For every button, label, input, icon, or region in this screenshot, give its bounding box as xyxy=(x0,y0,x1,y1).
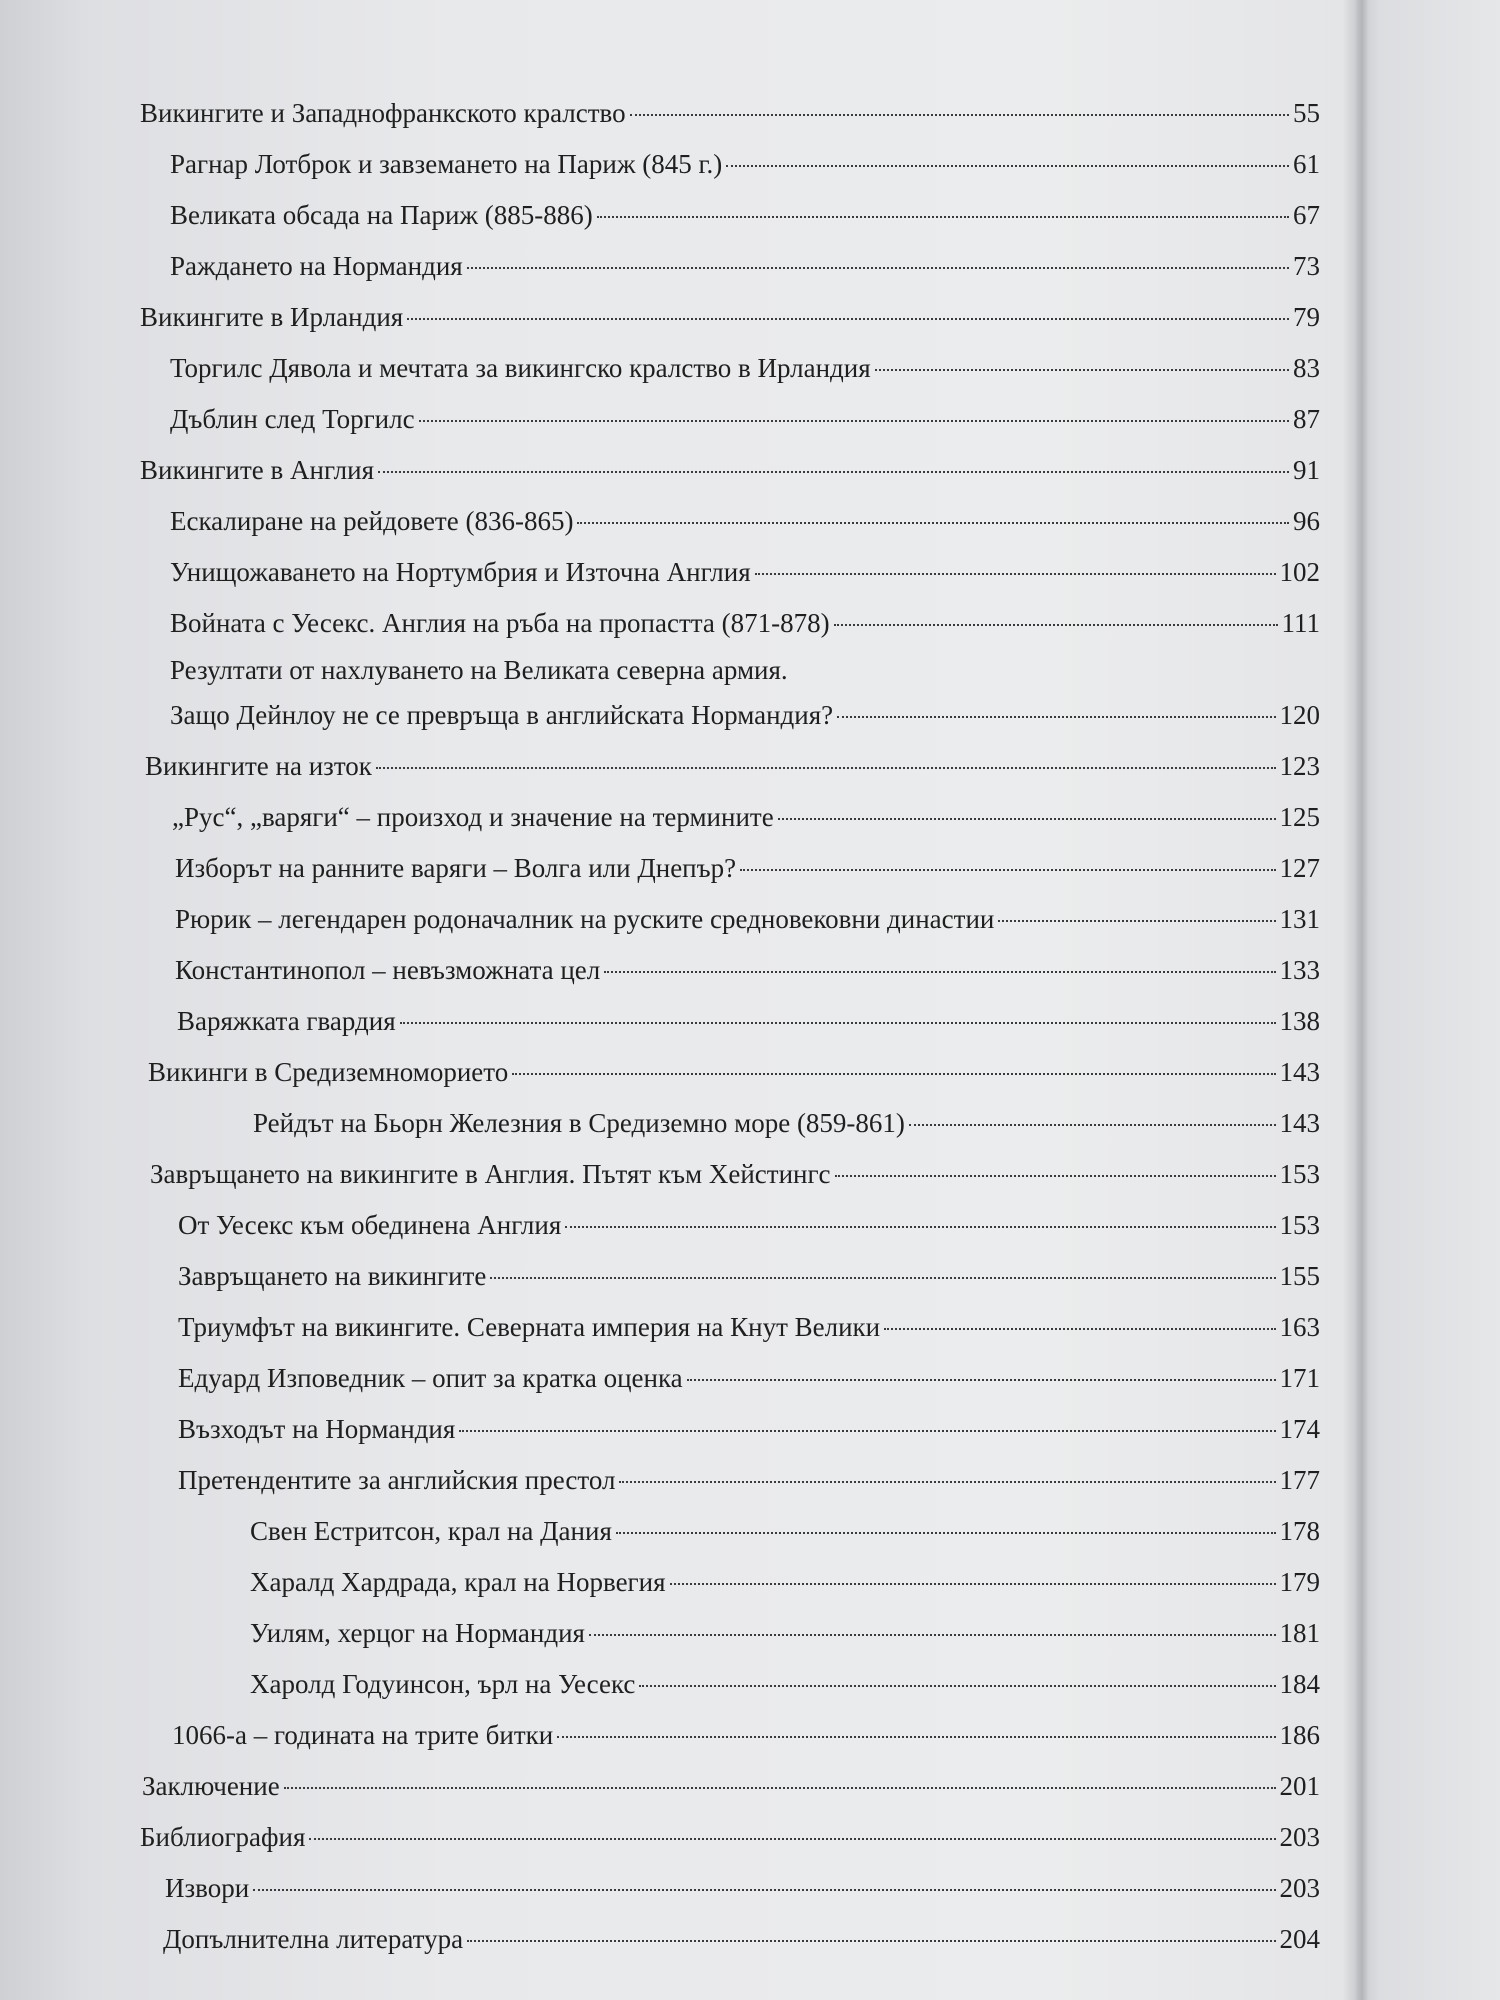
toc-page-number: 83 xyxy=(1293,353,1320,383)
toc-page-number: 67 xyxy=(1293,200,1320,230)
toc-entry xyxy=(250,1514,1320,1548)
toc-entry xyxy=(172,1718,1320,1752)
toc-page-number: 177 xyxy=(1279,1465,1320,1495)
toc-dot-leader xyxy=(670,1583,1276,1585)
toc-entry xyxy=(170,504,1320,538)
toc-dot-leader xyxy=(459,1430,1275,1432)
toc-entry xyxy=(178,1463,1320,1497)
toc-entry xyxy=(140,1820,1320,1854)
toc-entry xyxy=(175,851,1320,885)
toc-dot-leader xyxy=(834,624,1278,626)
toc-entry-title: Защо Дейнлоу не се превръща в английската Нормандия? xyxy=(170,700,834,730)
toc-dot-leader xyxy=(565,1226,1275,1228)
toc-page-number: 61 xyxy=(1293,149,1320,179)
toc-entry xyxy=(170,351,1320,385)
toc-entry xyxy=(142,1769,1320,1803)
toc-page-number: 111 xyxy=(1281,608,1320,638)
toc-entry-title: Допълнителна литература xyxy=(163,1924,464,1954)
toc-dot-leader xyxy=(616,1532,1276,1534)
toc-dot-leader xyxy=(309,1838,1275,1840)
toc-dot-leader xyxy=(378,471,1289,473)
toc-entry xyxy=(140,300,1320,334)
toc-dot-leader xyxy=(597,216,1289,218)
toc-entry-title: Ескалиране на рейдовете (836-865) xyxy=(170,506,574,536)
toc-entry-title: Харолд Годуинсон, ърл на Уесекс xyxy=(250,1669,636,1699)
toc-entry-title: Едуард Изповедник – опит за кратка оценка xyxy=(178,1363,683,1393)
toc-entry xyxy=(170,198,1320,232)
toc-entry-title: Свен Естритсон, крал на Дания xyxy=(250,1516,612,1546)
toc-dot-leader xyxy=(687,1379,1276,1381)
toc-dot-leader xyxy=(400,1022,1276,1024)
toc-page-number: 55 xyxy=(1293,98,1320,128)
toc-entry xyxy=(178,1208,1320,1242)
toc-page-number: 155 xyxy=(1279,1261,1320,1291)
toc-page-number: 186 xyxy=(1279,1720,1320,1750)
toc-dot-leader xyxy=(467,1940,1275,1942)
toc-entry xyxy=(253,1106,1320,1140)
toc-entry xyxy=(178,1310,1320,1344)
toc-entry-title: Раждането на Нормандия xyxy=(170,251,463,281)
toc-dot-leader xyxy=(755,573,1276,575)
toc-entry xyxy=(175,953,1320,987)
toc-entry-title: Извори xyxy=(165,1873,250,1903)
toc-page-number: 163 xyxy=(1279,1312,1320,1342)
toc-page-number: 73 xyxy=(1293,251,1320,281)
toc-entry-title: Варяжката гвардия xyxy=(177,1006,396,1036)
toc-dot-leader xyxy=(835,1175,1276,1177)
toc-entry xyxy=(170,698,1320,732)
toc-dot-leader xyxy=(884,1328,1275,1330)
toc-entry xyxy=(148,1055,1320,1089)
toc-page-number: 131 xyxy=(1279,904,1320,934)
toc-entry-title: Викинги в Средиземноморието xyxy=(148,1057,509,1087)
toc-entry xyxy=(163,1922,1320,1956)
toc-dot-leader xyxy=(604,971,1275,973)
toc-page-number: 138 xyxy=(1279,1006,1320,1036)
toc-page-number: 204 xyxy=(1279,1924,1320,1954)
toc-page-number: 102 xyxy=(1279,557,1320,587)
toc-page-number: 171 xyxy=(1279,1363,1320,1393)
toc-entry-title: Претендентите за английския престол xyxy=(178,1465,616,1495)
toc-page-number: 123 xyxy=(1279,751,1320,781)
toc-entry-title: Великата обсада на Париж (885-886) xyxy=(170,200,593,230)
toc-dot-leader xyxy=(630,114,1289,116)
toc-entry xyxy=(178,1259,1320,1293)
toc-entry xyxy=(177,1004,1320,1038)
toc-dot-leader xyxy=(467,267,1289,269)
toc-entry-title: Викингите в Ирландия xyxy=(140,302,404,332)
toc-dot-leader xyxy=(490,1277,1275,1279)
toc-page-number: 125 xyxy=(1279,802,1320,832)
toc-entry-title: Торгилс Дявола и мечтата за викингско кралство в Ирландия xyxy=(170,353,871,383)
toc-entry-title: Възходът на Нормандия xyxy=(178,1414,456,1444)
toc-dot-leader xyxy=(998,920,1275,922)
toc-entry xyxy=(170,249,1320,283)
toc-entry-title: 1066-а – годината на трите битки xyxy=(172,1720,554,1750)
toc-page-number: 153 xyxy=(1279,1159,1320,1189)
toc-dot-leader xyxy=(837,716,1275,718)
toc-entry xyxy=(140,453,1320,487)
toc-entry xyxy=(172,800,1320,834)
toc-entry-title: Унищожаването на Нортумбрия и Източна Англия xyxy=(170,557,751,587)
toc-entry xyxy=(178,1412,1320,1446)
toc-entry-title: Рюрик – легендарен родоначалник на руските средновековни династии xyxy=(175,904,995,934)
toc-entry xyxy=(170,555,1320,589)
toc-entry xyxy=(250,1616,1320,1650)
toc-dot-leader xyxy=(376,767,1276,769)
toc-entry xyxy=(175,902,1320,936)
toc-page-number: 179 xyxy=(1279,1567,1320,1597)
toc-entry xyxy=(250,1667,1320,1701)
toc-entry-title: Заключение xyxy=(142,1771,280,1801)
toc-dot-leader xyxy=(512,1073,1275,1075)
toc-dot-leader xyxy=(778,818,1276,820)
toc-entry-title: Рейдът на Бьорн Железния в Средиземно море (859-861) xyxy=(253,1108,905,1138)
toc-entry-title: Викингите в Англия xyxy=(140,455,375,485)
toc-dot-leader xyxy=(589,1634,1276,1636)
toc-page-number: 91 xyxy=(1293,455,1320,485)
toc-dot-leader xyxy=(577,522,1289,524)
toc-page-number: 120 xyxy=(1279,700,1320,730)
toc-dot-leader xyxy=(407,318,1289,320)
toc-entry xyxy=(170,606,1320,640)
toc-entry-title: Триумфът на викингите. Северната империя на Кнут Велики xyxy=(178,1312,881,1342)
toc-page-number: 181 xyxy=(1279,1618,1320,1648)
toc-dot-leader xyxy=(253,1889,1275,1891)
toc-dot-leader xyxy=(619,1481,1275,1483)
toc-page-number: 201 xyxy=(1279,1771,1320,1801)
toc-page-number: 184 xyxy=(1279,1669,1320,1699)
toc-dot-leader xyxy=(726,165,1289,167)
toc-dot-leader xyxy=(284,1787,1276,1789)
toc-dot-leader xyxy=(875,369,1289,371)
toc-entry xyxy=(170,402,1320,436)
page-edge-shadow xyxy=(1355,0,1369,2000)
toc-dot-leader xyxy=(909,1124,1276,1126)
toc-entry-title: Уилям, херцог на Нормандия xyxy=(250,1618,585,1648)
toc-entry-title: Рагнар Лотброк и завземането на Париж (845 г.) xyxy=(170,149,723,179)
toc-entry-title: Харалд Хардрада, крал на Норвегия xyxy=(250,1567,666,1597)
toc-entry-title: Завръщането на викингите xyxy=(178,1261,487,1291)
toc-page-number: 178 xyxy=(1279,1516,1320,1546)
toc-entry-title: Войната с Уесекс. Англия на ръба на пропастта (871-878) xyxy=(170,608,830,638)
toc-entry-title-line1: Резултати от нахлуването на Великата северна армия. xyxy=(170,655,788,685)
toc-entry xyxy=(165,1871,1320,1905)
toc-page-number: 127 xyxy=(1279,853,1320,883)
toc-entry-title: Библиография xyxy=(140,1822,306,1852)
toc-entry xyxy=(178,1361,1320,1395)
toc-dot-leader xyxy=(740,869,1275,871)
toc-page-number: 96 xyxy=(1293,506,1320,536)
toc-entry xyxy=(170,147,1320,181)
toc-entry-title: Изборът на ранните варяги – Волга или Днепър? xyxy=(175,853,737,883)
toc-dot-leader xyxy=(639,1685,1275,1687)
toc-entry-title: Завръщането на викингите в Англия. Пътят към Хейстингс xyxy=(150,1159,831,1189)
toc-page-number: 143 xyxy=(1279,1108,1320,1138)
toc-page-number: 203 xyxy=(1279,1822,1320,1852)
toc-entry xyxy=(145,749,1320,783)
toc-entry xyxy=(150,1157,1320,1191)
toc-page-number: 133 xyxy=(1279,955,1320,985)
toc-page-number: 79 xyxy=(1293,302,1320,332)
toc-entry-title: Константинопол – невъзможната цел xyxy=(175,955,601,985)
toc-entry xyxy=(140,96,1320,130)
toc-entry-title: От Уесекс към обединена Англия xyxy=(178,1210,562,1240)
toc-page-number: 143 xyxy=(1279,1057,1320,1087)
toc-entry-title: „Рус“, „варяги“ – произход и значение на термините xyxy=(172,802,774,832)
toc-entry xyxy=(250,1565,1320,1599)
toc-page-number: 153 xyxy=(1279,1210,1320,1240)
toc-entry-title: Викингите и Западнофранкското кралство xyxy=(140,98,626,128)
toc-entry-title: Викингите на изток xyxy=(145,751,372,781)
toc-entry-title: Дъблин след Торгилс xyxy=(170,404,415,434)
toc-page-number: 87 xyxy=(1293,404,1320,434)
toc-dot-leader xyxy=(557,1736,1275,1738)
toc-dot-leader xyxy=(419,420,1289,422)
toc-page-number: 174 xyxy=(1279,1414,1320,1444)
toc-page-number: 203 xyxy=(1279,1873,1320,1903)
